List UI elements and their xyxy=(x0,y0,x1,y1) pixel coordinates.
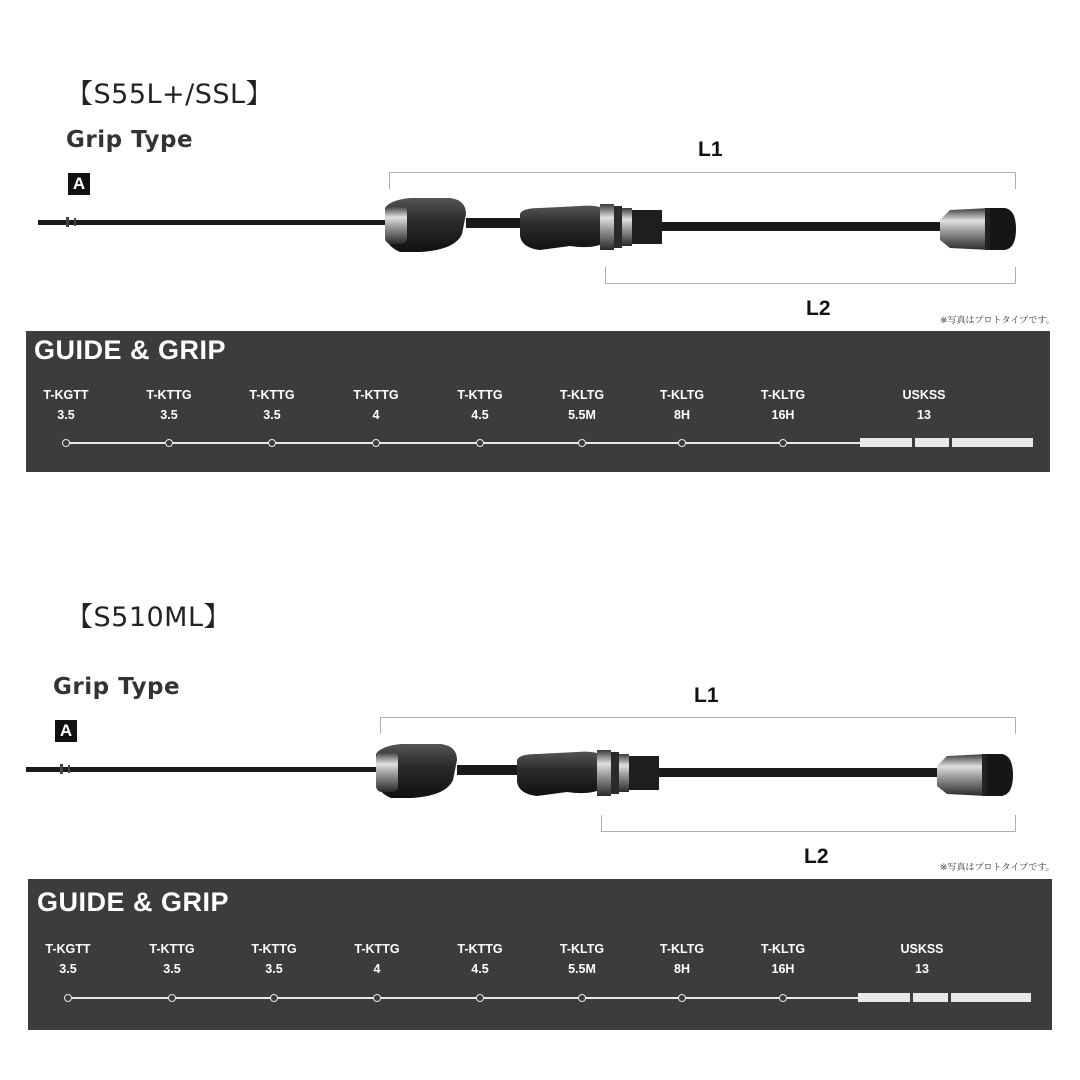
guide-size: 3.5 xyxy=(57,408,75,422)
guide-type: T-KGTT xyxy=(45,942,91,956)
guide-type: T-KLTG xyxy=(659,388,705,402)
guide-type: T-KTTG xyxy=(249,388,295,402)
guide-size: 5.5M xyxy=(568,962,596,976)
grip-size: 13 xyxy=(917,408,931,422)
grip-size: 13 xyxy=(915,962,929,976)
guide-spec xyxy=(28,939,108,979)
guide-size: 16H xyxy=(771,408,795,422)
guide-size: 3.5 xyxy=(59,962,77,976)
grip-type-badge: A xyxy=(68,173,90,195)
guide-type: T-KTTG xyxy=(251,942,297,956)
guide-dot xyxy=(270,994,278,1002)
guide-size: 3.5 xyxy=(263,408,281,422)
grip-type-badge: A xyxy=(55,720,77,742)
guide-spec xyxy=(642,939,722,979)
guide-type: T-KTTG xyxy=(354,942,400,956)
guide-dot xyxy=(678,994,686,1002)
grip-type: USKSS xyxy=(900,942,944,956)
guide-size: 16H xyxy=(771,962,795,976)
grip-segment xyxy=(858,993,910,1002)
prototype-note: ※写真はプロトタイプです。 xyxy=(940,316,1055,326)
guide-spec xyxy=(337,939,417,979)
guide-spec xyxy=(440,939,520,979)
l1-label: L1 xyxy=(694,684,719,707)
panel-title: GUIDE & GRIP xyxy=(34,335,227,365)
guide-size: 4 xyxy=(372,408,380,422)
guide-type: T-KTTG xyxy=(146,388,192,402)
l2-label: L2 xyxy=(804,845,829,868)
model-name: 【S55L+/SSL】 xyxy=(66,79,274,110)
guide-size: 3.5 xyxy=(160,408,178,422)
grip-type-label: Grip Type xyxy=(66,127,194,153)
guide-type: T-KLTG xyxy=(559,388,605,402)
guide-type: T-KLTG xyxy=(659,942,705,956)
guide-spec xyxy=(882,939,962,979)
guide-size: 4.5 xyxy=(471,962,489,976)
grip-segment xyxy=(951,993,1031,1002)
guide-type: T-KGTT xyxy=(43,388,89,402)
model-name: 【S510ML】 xyxy=(66,602,232,633)
guide-type: T-KTTG xyxy=(457,388,503,402)
guide-type: T-KTTG xyxy=(457,942,503,956)
guide-size: 8H xyxy=(674,408,690,422)
guide-dot xyxy=(779,994,787,1002)
grip-type-label: Grip Type xyxy=(53,674,181,700)
grip-segment xyxy=(913,993,948,1002)
guide-dot xyxy=(476,994,484,1002)
prototype-note: ※写真はプロトタイプです。 xyxy=(940,863,1055,873)
rod-image xyxy=(0,726,1080,816)
l2-label: L2 xyxy=(806,297,831,320)
guide-dot xyxy=(373,994,381,1002)
guide-spec xyxy=(234,939,314,979)
grip-type: USKSS xyxy=(902,388,946,402)
guide-size: 8H xyxy=(674,962,690,976)
guide-dot xyxy=(168,994,176,1002)
guide-size: 3.5 xyxy=(265,962,283,976)
guide-type: T-KTTG xyxy=(149,942,195,956)
guide-size: 3.5 xyxy=(163,962,181,976)
guide-type: T-KLTG xyxy=(760,942,806,956)
guide-type: T-KLTG xyxy=(559,942,605,956)
guide-type: T-KLTG xyxy=(760,388,806,402)
guide-spec xyxy=(132,939,212,979)
guide-size: 5.5M xyxy=(568,408,596,422)
guide-size: 4.5 xyxy=(471,408,489,422)
guide-type: T-KTTG xyxy=(353,388,399,402)
guide-grip-panel xyxy=(28,879,1052,1030)
guide-spec xyxy=(542,939,622,979)
guide-dot xyxy=(64,994,72,1002)
l1-label: L1 xyxy=(698,138,723,161)
guide-spec xyxy=(743,939,823,979)
panel-title: GUIDE & GRIP xyxy=(37,887,230,917)
guide-size: 4 xyxy=(373,962,381,976)
guide-line xyxy=(68,997,860,999)
l2-bracket xyxy=(601,815,1016,832)
guide-dot xyxy=(578,994,586,1002)
